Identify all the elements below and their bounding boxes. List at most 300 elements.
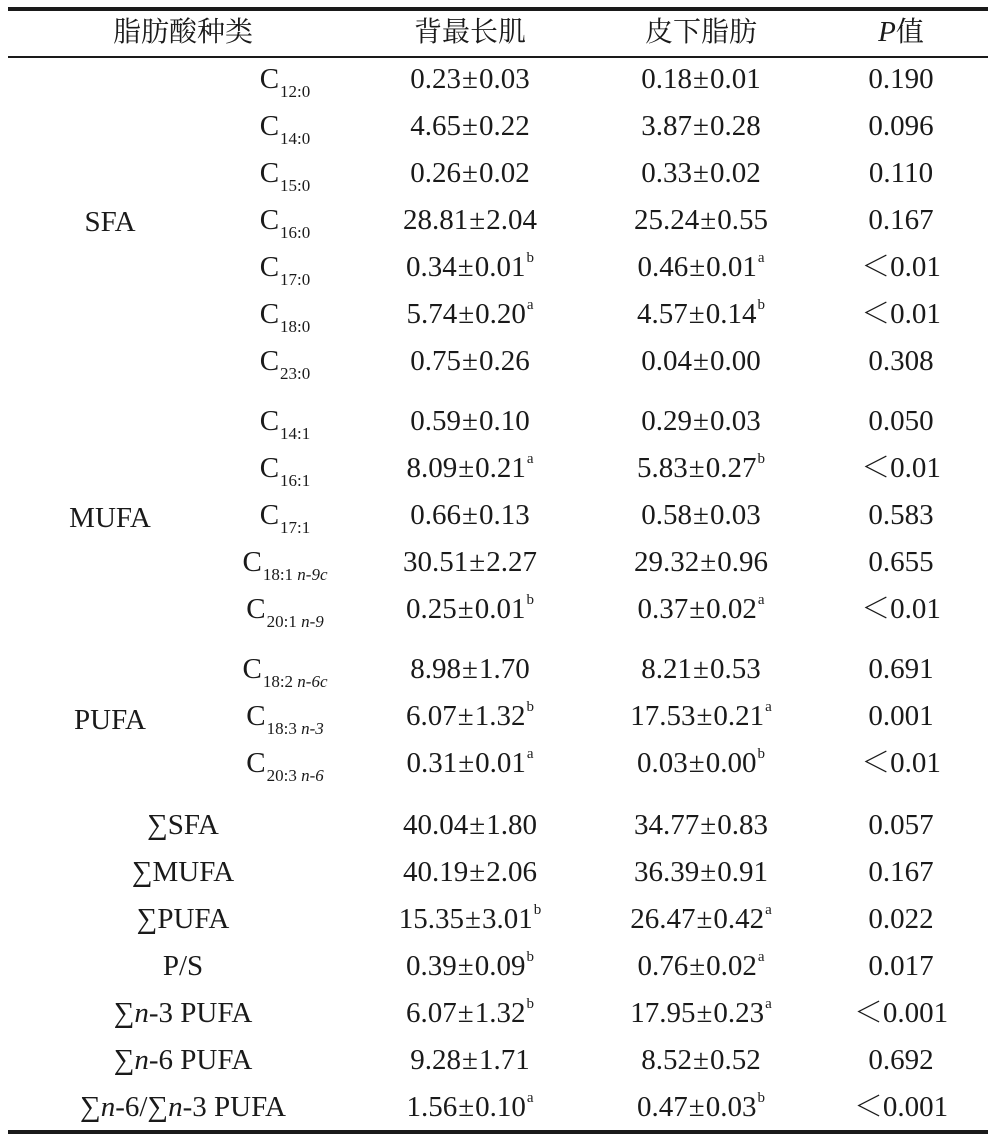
- fatty-acid-name: [242, 545, 327, 583]
- mean-value: 5.83: [637, 452, 688, 484]
- sd-value: 3.01: [481, 903, 533, 935]
- fatty-acid-symbol: C: [246, 747, 266, 779]
- plus-minus-sign: ±: [458, 1091, 475, 1123]
- sd-value: 1.70: [478, 653, 530, 685]
- sd-value: 0.52: [709, 1044, 761, 1076]
- mean-value: 4.57: [637, 298, 688, 330]
- mean-value: 0.33: [641, 157, 693, 189]
- p-value: ＜0.01: [861, 452, 941, 484]
- fatty-acid-name: [246, 746, 324, 784]
- mean-value: 0.31: [406, 747, 458, 779]
- longissimus-value-cell: [406, 297, 533, 336]
- plus-minus-sign: ±: [458, 452, 475, 484]
- summary-label: [80, 1090, 286, 1124]
- significance-letter: a: [757, 250, 765, 266]
- plus-minus-sign: ±: [696, 997, 713, 1029]
- sd-value: 0.03: [709, 405, 761, 437]
- fatty-acid-name: [260, 451, 311, 489]
- significance-letter: a: [526, 451, 534, 467]
- sd-value: 0.96: [717, 546, 768, 578]
- mean-value: 34.77: [634, 809, 700, 841]
- fatty-acid-subscript: [280, 471, 310, 490]
- subscript-chain: 17:1: [280, 518, 311, 537]
- subcutaneous-value-cell: [630, 996, 772, 1035]
- mean-value: 6.07: [406, 700, 457, 732]
- fatty-acid-symbol: C: [242, 546, 262, 578]
- mean-value: 0.47: [637, 1091, 688, 1123]
- mean-value: 9.28: [410, 1044, 462, 1076]
- fatty-acid-subscript: [280, 223, 310, 242]
- sd-value: 1.80: [486, 809, 537, 841]
- significance-letter: b: [526, 592, 534, 608]
- sd-value: 0.21: [475, 452, 526, 484]
- sd-value: 2.04: [486, 204, 537, 236]
- subcutaneous-value-cell: [641, 344, 760, 378]
- sd-value: 2.06: [486, 856, 537, 888]
- plus-minus-sign: ±: [457, 593, 474, 625]
- subscript-omega: n-9c: [297, 565, 328, 584]
- subscript-chain: 14:0: [280, 129, 311, 148]
- subscript-chain: 18:3: [266, 719, 302, 738]
- plus-minus-sign: ±: [693, 653, 709, 685]
- longissimus-value-cell: [410, 109, 529, 143]
- mean-value: 29.32: [634, 546, 700, 578]
- significance-letter: b: [757, 451, 765, 467]
- fatty-acid-symbol: C: [259, 405, 280, 437]
- fatty-acid-subscript: [280, 270, 310, 289]
- fatty-acid-subscript: [280, 364, 310, 383]
- plus-minus-sign: ±: [458, 298, 475, 330]
- fatty-acid-symbol: C: [259, 298, 280, 330]
- fatty-acid-name: [260, 498, 311, 536]
- fatty-acid-symbol: C: [259, 110, 280, 142]
- fatty-acid-symbol: C: [259, 251, 280, 283]
- fatty-acid-symbol: C: [259, 63, 280, 95]
- sd-value: 1.32: [474, 700, 526, 732]
- subscript-chain: 23:0: [280, 364, 311, 383]
- group-label-pufa: PUFA: [74, 704, 146, 736]
- group-label-mufa: MUFA: [69, 502, 151, 534]
- sd-value: 0.00: [705, 747, 757, 779]
- longissimus-value-cell: [406, 592, 534, 631]
- significance-letter: a: [526, 1090, 534, 1106]
- summary-label-prefix: ∑PUFA: [136, 903, 230, 935]
- plus-minus-sign: ±: [462, 499, 478, 531]
- header-p-letter: P: [878, 16, 896, 48]
- p-value: 0.655: [868, 546, 934, 578]
- sd-value: 0.91: [717, 856, 768, 888]
- sd-value: 0.20: [475, 298, 526, 330]
- sd-value: 0.53: [709, 653, 761, 685]
- plus-minus-sign: ±: [689, 251, 706, 283]
- plus-minus-sign: ±: [700, 809, 717, 841]
- plus-minus-sign: ±: [457, 251, 474, 283]
- longissimus-value-cell: [410, 652, 529, 686]
- p-value: 0.691: [868, 653, 934, 685]
- p-value: ＜0.01: [861, 747, 941, 779]
- longissimus-value-cell: [406, 996, 534, 1035]
- summary-label-italic-2: n: [168, 1091, 183, 1123]
- fatty-acid-subscript: [280, 424, 310, 443]
- header-p-value: [878, 15, 924, 49]
- longissimus-value-cell: [403, 545, 537, 579]
- mean-value: 15.35: [398, 903, 465, 935]
- p-value: 0.022: [868, 903, 934, 935]
- significance-letter: a: [757, 949, 765, 965]
- longissimus-value-cell: [406, 451, 533, 490]
- summary-label-prefix: ∑MUFA: [131, 856, 235, 888]
- longissimus-value-cell: [406, 250, 534, 289]
- fatty-acid-name: [242, 652, 327, 690]
- significance-letter: a: [526, 746, 534, 762]
- subcutaneous-value-cell: [641, 1043, 760, 1077]
- plus-minus-sign: ±: [457, 700, 474, 732]
- longissimus-value-cell: [406, 949, 534, 988]
- header-longissimus: 背最长肌: [413, 15, 527, 48]
- longissimus-value-cell: [410, 498, 529, 532]
- plus-minus-sign: ±: [457, 997, 474, 1029]
- sd-value: 0.83: [717, 809, 768, 841]
- significance-letter: a: [765, 996, 772, 1012]
- mean-value: 17.95: [630, 997, 696, 1029]
- plus-minus-sign: ±: [700, 546, 717, 578]
- significance-letter: a: [765, 902, 772, 918]
- sd-value: 0.02: [706, 950, 757, 982]
- subcutaneous-value-cell: [630, 699, 772, 738]
- sd-value: 0.28: [709, 110, 761, 142]
- subcutaneous-value-cell: [641, 109, 760, 143]
- subscript-chain: 18:0: [280, 317, 311, 336]
- subscript-chain: 20:3: [266, 766, 302, 785]
- fatty-acid-symbol: C: [259, 157, 280, 189]
- plus-minus-sign: ±: [693, 157, 709, 189]
- sd-value: 0.03: [478, 63, 530, 95]
- subscript-omega: n-3: [301, 719, 324, 738]
- summary-label-prefix: ∑: [113, 1044, 135, 1076]
- plus-minus-sign: ±: [462, 1044, 478, 1076]
- table-header: [0, 0, 996, 56]
- mean-value: 0.03: [637, 747, 688, 779]
- mean-value: 0.59: [410, 405, 462, 437]
- subcutaneous-value-cell: [641, 62, 760, 96]
- sd-value: 2.27: [486, 546, 537, 578]
- fatty-acid-symbol: C: [259, 452, 280, 484]
- summary-label-prefix: ∑: [113, 997, 135, 1029]
- p-value: 0.167: [868, 204, 934, 236]
- summary-label: [132, 855, 234, 889]
- summary-label: [114, 996, 253, 1030]
- fatty-acid-subscript: [267, 612, 324, 631]
- plus-minus-sign: ±: [465, 903, 481, 935]
- mean-value: 17.53: [630, 700, 696, 732]
- plus-minus-sign: ±: [688, 452, 705, 484]
- summary-label-suffix: -6 PUFA: [148, 1044, 253, 1076]
- fatty-acid-name: [246, 592, 324, 630]
- p-value: 0.583: [868, 499, 934, 531]
- plus-minus-sign: ±: [688, 747, 705, 779]
- significance-letter: b: [757, 297, 765, 313]
- sd-value: 0.01: [475, 747, 526, 779]
- subcutaneous-value-cell: [637, 451, 765, 490]
- sd-value: 0.26: [478, 345, 530, 377]
- mean-value: 40.04: [403, 809, 469, 841]
- significance-letter: a: [765, 699, 772, 715]
- p-value: ＜0.001: [853, 997, 949, 1029]
- sd-value: 0.10: [478, 405, 530, 437]
- plus-minus-sign: ±: [696, 700, 713, 732]
- plus-minus-sign: ±: [469, 809, 486, 841]
- fatty-acid-name: [260, 250, 311, 288]
- summary-label-prefix: ∑SFA: [147, 809, 219, 841]
- mean-value: 0.37: [637, 593, 689, 625]
- sd-value: 0.55: [717, 204, 768, 236]
- sd-value: 0.09: [474, 950, 526, 982]
- mean-value: 30.51: [403, 546, 469, 578]
- fatty-acid-subscript: [280, 518, 310, 537]
- plus-minus-sign: ±: [462, 63, 478, 95]
- significance-letter: a: [526, 297, 534, 313]
- sd-value: 0.01: [474, 251, 526, 283]
- p-value: ＜0.001: [853, 1091, 949, 1123]
- sd-value: 0.02: [478, 157, 530, 189]
- mean-value: 8.21: [641, 653, 693, 685]
- fatty-acid-symbol: C: [246, 593, 266, 625]
- sd-value: 0.03: [705, 1091, 757, 1123]
- mean-value: 0.26: [410, 157, 462, 189]
- summary-label-italic: n: [100, 1091, 116, 1123]
- sd-value: 0.21: [713, 700, 765, 732]
- fatty-acid-subscript: [263, 672, 328, 691]
- subcutaneous-value-cell: [634, 855, 768, 889]
- subscript-chain: 12:0: [280, 82, 311, 101]
- sd-value: 1.32: [474, 997, 526, 1029]
- plus-minus-sign: ±: [700, 204, 717, 236]
- table-bottom-rule: [8, 1130, 988, 1134]
- fatty-acid-name: [260, 203, 311, 241]
- fatty-acid-name: [260, 344, 311, 382]
- mean-value: 8.52: [641, 1044, 693, 1076]
- subscript-chain: 18:2: [262, 672, 298, 691]
- mean-value: 40.19: [403, 856, 469, 888]
- mean-value: 28.81: [403, 204, 469, 236]
- plus-minus-sign: ±: [689, 593, 706, 625]
- subscript-chain: 18:1: [262, 565, 298, 584]
- summary-label: [147, 808, 219, 842]
- fatty-acid-subscript: [280, 317, 310, 336]
- sd-value: 0.00: [709, 345, 761, 377]
- summary-label: [114, 1043, 253, 1077]
- subscript-chain: 14:1: [280, 424, 311, 443]
- plus-minus-sign: ±: [693, 405, 709, 437]
- fatty-acid-symbol: C: [242, 653, 262, 685]
- fatty-acid-symbol: C: [246, 700, 266, 732]
- sd-value: 0.01: [474, 593, 526, 625]
- mean-value: 0.04: [641, 345, 693, 377]
- longissimus-value-cell: [410, 344, 529, 378]
- table-header-rule: [8, 56, 988, 58]
- plus-minus-sign: ±: [688, 298, 705, 330]
- subscript-chain: 20:1: [266, 612, 302, 631]
- mean-value: 0.76: [637, 950, 689, 982]
- mean-value: 0.66: [410, 499, 462, 531]
- fatty-acid-subscript: [280, 82, 310, 101]
- mean-value: 0.58: [641, 499, 693, 531]
- summary-label-suffix: -6/∑: [115, 1091, 169, 1123]
- mean-value: 5.74: [406, 298, 458, 330]
- longissimus-value-cell: [410, 404, 529, 438]
- p-value: ＜0.01: [861, 251, 941, 283]
- plus-minus-sign: ±: [469, 204, 486, 236]
- fatty-acid-symbol: C: [259, 204, 280, 236]
- plus-minus-sign: ±: [462, 405, 478, 437]
- p-value: 0.190: [868, 63, 934, 95]
- sd-value: 0.03: [709, 499, 761, 531]
- fatty-acid-subscript: [267, 766, 324, 785]
- plus-minus-sign: ±: [462, 157, 478, 189]
- longissimus-value-cell: [403, 808, 537, 842]
- fatty-acid-symbol: C: [259, 345, 280, 377]
- fatty-acid-subscript: [263, 565, 328, 584]
- sd-value: 0.01: [709, 63, 761, 95]
- subcutaneous-value-cell: [641, 652, 760, 686]
- p-value: 0.167: [868, 856, 934, 888]
- significance-letter: a: [757, 592, 765, 608]
- plus-minus-sign: ±: [457, 950, 474, 982]
- plus-minus-sign: ±: [458, 747, 475, 779]
- mean-value: 1.56: [406, 1091, 458, 1123]
- header-fatty-acid: 脂肪酸种类: [112, 15, 254, 48]
- plus-minus-sign: ±: [693, 499, 709, 531]
- fatty-acid-name: [260, 404, 311, 442]
- subcutaneous-value-cell: [637, 1090, 765, 1129]
- plus-minus-sign: ±: [689, 950, 706, 982]
- sd-value: 0.02: [706, 593, 757, 625]
- header-p-suffix: 值: [895, 15, 924, 48]
- subscript-chain: 17:0: [280, 270, 311, 289]
- p-value: 0.692: [868, 1044, 934, 1076]
- mean-value: 0.34: [406, 251, 457, 283]
- significance-letter: b: [526, 699, 534, 715]
- fatty-acid-name: [246, 699, 324, 737]
- longissimus-value-cell: [399, 902, 541, 941]
- summary-label: [137, 902, 230, 936]
- mean-value: 3.87: [641, 110, 693, 142]
- subscript-omega: n-9: [301, 612, 324, 631]
- plus-minus-sign: ±: [693, 1044, 709, 1076]
- plus-minus-sign: ±: [700, 856, 717, 888]
- plus-minus-sign: ±: [469, 856, 486, 888]
- plus-minus-sign: ±: [688, 1091, 705, 1123]
- mean-value: 4.65: [410, 110, 462, 142]
- longissimus-value-cell: [410, 62, 529, 96]
- subcutaneous-value-cell: [641, 404, 760, 438]
- p-value: 0.001: [868, 700, 934, 732]
- p-value: ＜0.01: [861, 593, 941, 625]
- subcutaneous-value-cell: [641, 498, 760, 532]
- mean-value: 6.07: [406, 997, 457, 1029]
- fatty-acid-subscript: [267, 719, 324, 738]
- subcutaneous-value-cell: [641, 156, 760, 190]
- header-subcutaneous-fat: 皮下脂肪: [644, 15, 758, 48]
- mean-value: 8.98: [410, 653, 462, 685]
- mean-value: 0.46: [637, 251, 689, 283]
- sd-value: 0.42: [713, 903, 765, 935]
- longissimus-value-cell: [403, 203, 537, 237]
- mean-value: 26.47: [630, 903, 696, 935]
- summary-label-prefix: ∑: [80, 1091, 101, 1123]
- subscript-omega: n-6c: [297, 672, 328, 691]
- sd-value: 0.27: [705, 452, 757, 484]
- significance-letter: b: [757, 746, 765, 762]
- summary-label: [163, 949, 203, 983]
- significance-letter: b: [526, 996, 534, 1012]
- plus-minus-sign: ±: [693, 345, 709, 377]
- mean-value: 0.29: [641, 405, 693, 437]
- subcutaneous-value-cell: [637, 746, 765, 785]
- sd-value: 0.14: [705, 298, 757, 330]
- subcutaneous-value-cell: [634, 808, 768, 842]
- subcutaneous-value-cell: [634, 545, 768, 579]
- subcutaneous-value-cell: [634, 203, 768, 237]
- summary-label-prefix: P/S: [162, 950, 204, 982]
- fatty-acid-symbol: C: [259, 499, 280, 531]
- sd-value: 0.23: [713, 997, 765, 1029]
- mean-value: 8.09: [406, 452, 458, 484]
- longissimus-value-cell: [403, 855, 537, 889]
- plus-minus-sign: ±: [696, 903, 713, 935]
- fatty-acid-name: [260, 109, 311, 147]
- sd-value: 0.02: [709, 157, 761, 189]
- subcutaneous-value-cell: [637, 949, 764, 988]
- fatty-acid-name: [260, 62, 311, 100]
- subcutaneous-value-cell: [637, 250, 764, 289]
- fatty-acid-name: [260, 156, 311, 194]
- p-value: 0.050: [868, 405, 934, 437]
- longissimus-value-cell: [406, 1090, 533, 1129]
- mean-value: 0.39: [406, 950, 457, 982]
- summary-label-italic: n: [134, 997, 149, 1029]
- sd-value: 0.13: [478, 499, 530, 531]
- plus-minus-sign: ±: [462, 110, 478, 142]
- p-value: 0.308: [868, 345, 934, 377]
- plus-minus-sign: ±: [462, 345, 478, 377]
- longissimus-value-cell: [410, 156, 529, 190]
- longissimus-value-cell: [406, 746, 533, 785]
- mean-value: 25.24: [634, 204, 700, 236]
- p-value: 0.057: [868, 809, 934, 841]
- mean-value: 36.39: [634, 856, 700, 888]
- plus-minus-sign: ±: [469, 546, 486, 578]
- plus-minus-sign: ±: [693, 63, 709, 95]
- summary-label-italic: n: [134, 1044, 149, 1076]
- sd-value: 0.01: [706, 251, 757, 283]
- mean-value: 0.23: [410, 63, 462, 95]
- significance-letter: b: [526, 949, 534, 965]
- sd-value: 0.10: [475, 1091, 526, 1123]
- subcutaneous-value-cell: [637, 297, 765, 336]
- p-value: 0.017: [868, 950, 934, 982]
- plus-minus-sign: ±: [462, 653, 478, 685]
- longissimus-value-cell: [410, 1043, 529, 1077]
- p-value: ＜0.01: [861, 298, 941, 330]
- fatty-acid-subscript: [280, 176, 310, 195]
- summary-label-suffix-2: -3 PUFA: [182, 1091, 286, 1123]
- subscript-chain: 16:1: [280, 471, 311, 490]
- sd-value: 0.22: [478, 110, 530, 142]
- subscript-omega: n-6: [301, 766, 324, 785]
- group-label-sfa: SFA: [84, 206, 136, 238]
- summary-label-suffix: -3 PUFA: [148, 997, 253, 1029]
